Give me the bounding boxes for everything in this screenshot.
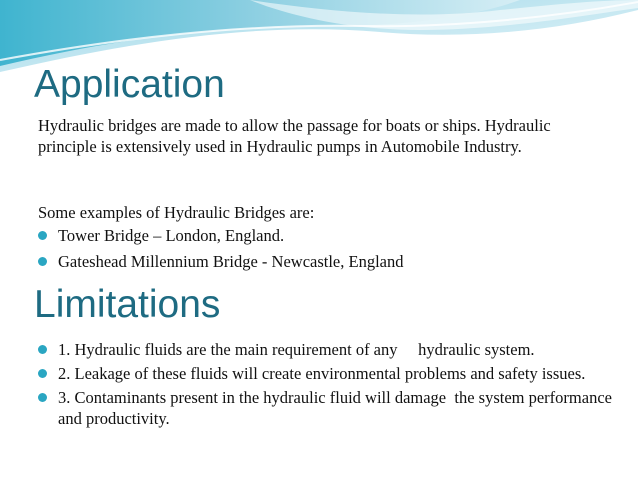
list-item-text: 2. Leakage of these fluids will create environmental problems and safety issues. <box>58 364 586 383</box>
examples-title: Some examples of Hydraulic Bridges are: <box>38 203 315 222</box>
application-intro: Hydraulic bridges are made to allow the passage for boats or ships. Hydraulic principle is extensively used in Hydraulic pumps in Automobile Industry. <box>38 116 551 156</box>
list-item <box>38 251 618 272</box>
list-item <box>38 339 618 360</box>
list-item <box>38 387 618 429</box>
list-item <box>38 363 618 384</box>
application-heading: Application <box>34 63 225 106</box>
bullet-icon <box>38 231 47 240</box>
examples-list <box>38 225 618 277</box>
list-item-text: 1. Hydraulic fluids are the main requirement of any hydraulic system. <box>58 340 535 359</box>
list-item <box>38 225 618 246</box>
limitations-heading: Limitations <box>34 283 221 326</box>
list-item-text: 3. Contaminants present in the hydraulic fluid will damage the system performance and productivity. <box>58 388 617 428</box>
bullet-icon <box>38 393 47 402</box>
list-item-text: Gateshead Millennium Bridge - Newcastle, England <box>58 252 404 271</box>
bullet-icon <box>38 369 47 378</box>
list-item-text: Tower Bridge – London, England. <box>58 226 285 245</box>
bullet-icon <box>38 345 47 354</box>
limitations-list <box>38 339 618 432</box>
bullet-icon <box>38 257 47 266</box>
